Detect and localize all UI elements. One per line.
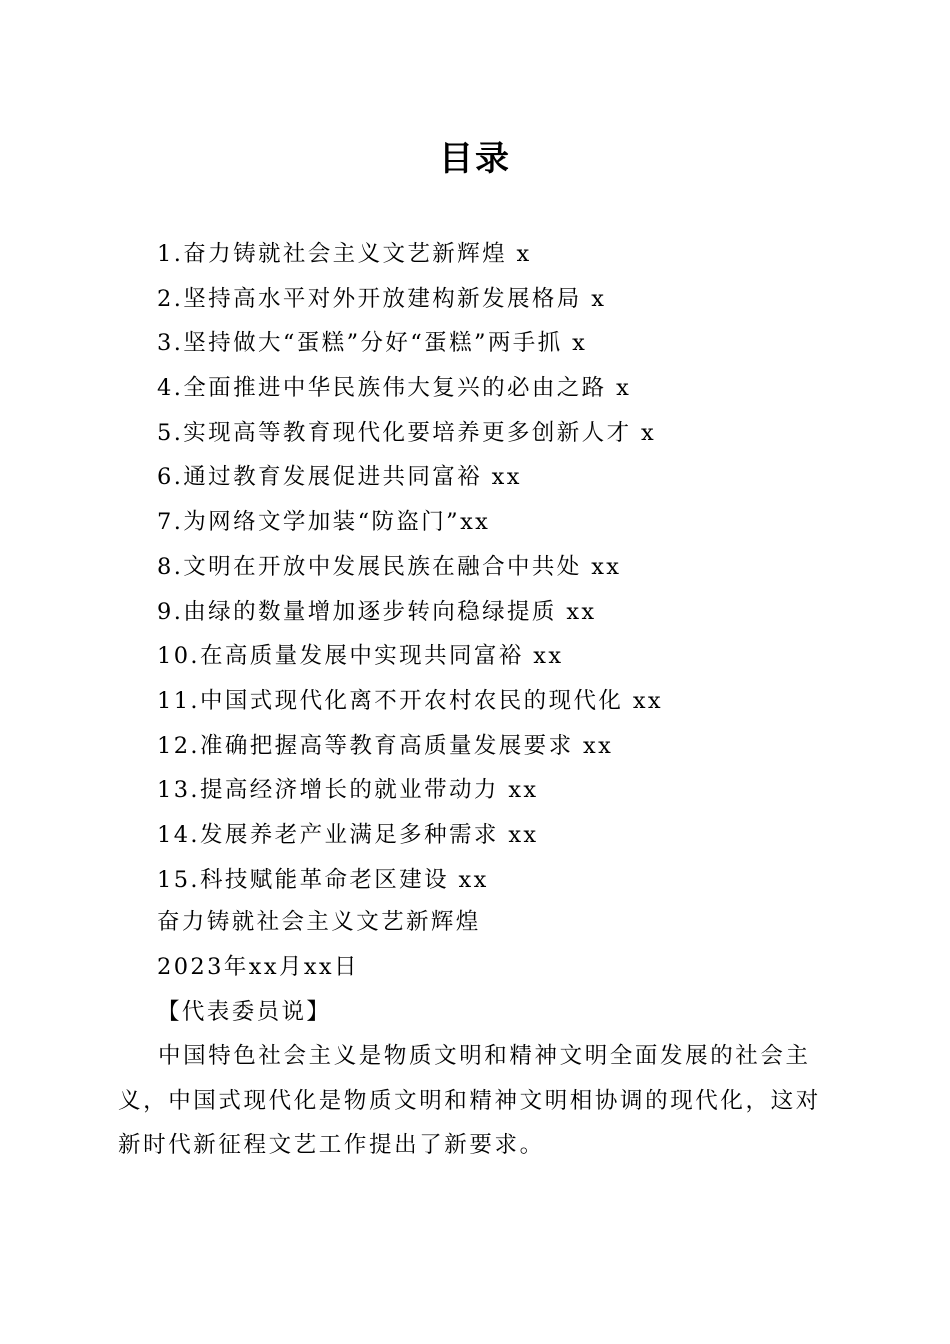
- toc-item[interactable]: 3.坚持做大“蛋糕”分好“蛋糕”两手抓 x: [157, 330, 588, 357]
- article-title: 奋力铸就社会主义文艺新辉煌: [157, 909, 481, 935]
- toc-item[interactable]: 10.在高质量发展中实现共同富裕 xx: [157, 643, 564, 670]
- toc-item[interactable]: 8.文明在开放中发展民族在融合中共处 xx: [157, 553, 622, 580]
- toc-item[interactable]: 7.为网络文学加装“防盗门”xx: [157, 509, 491, 536]
- toc-item[interactable]: 11.中国式现代化离不开农村农民的现代化 xx: [157, 687, 664, 714]
- page-title: 目录: [439, 139, 511, 179]
- toc-item[interactable]: 4.全面推进中华民族伟大复兴的必由之路 x: [157, 375, 632, 402]
- article-paragraph: 中国特色社会主义是物质文明和精神文明全面发展的社会主义，中国式现代化是物质文明和精神文明相协调的现代化，这对新时代新征程文艺工作提出了新要求。: [118, 1043, 821, 1158]
- section-label: 【代表委员说】: [157, 999, 332, 1025]
- toc-item[interactable]: 14.发展养老产业满足多种需求 xx: [157, 821, 539, 848]
- toc-item[interactable]: 6.通过教育发展促进共同富裕 xx: [157, 464, 522, 491]
- article-date: 2023年xx月xx日: [157, 954, 359, 980]
- toc-item[interactable]: 5.实现高等教育现代化要培养更多创新人才 x: [157, 419, 657, 446]
- toc-item[interactable]: 2.坚持高水平对外开放建构新发展格局 x: [157, 285, 607, 312]
- toc-item[interactable]: 12.准确把握高等教育高质量发展要求 xx: [157, 732, 614, 759]
- table-of-contents: [157, 232, 857, 902]
- toc-item[interactable]: 1.奋力铸就社会主义文艺新辉煌 x: [157, 241, 532, 267]
- toc-item[interactable]: 15.科技赋能革命老区建设 xx: [157, 866, 489, 893]
- toc-item[interactable]: 13.提高经济增长的就业带动力 xx: [157, 777, 539, 804]
- toc-item[interactable]: 9.由绿的数量增加逐步转向稳绿提质 xx: [157, 598, 597, 625]
